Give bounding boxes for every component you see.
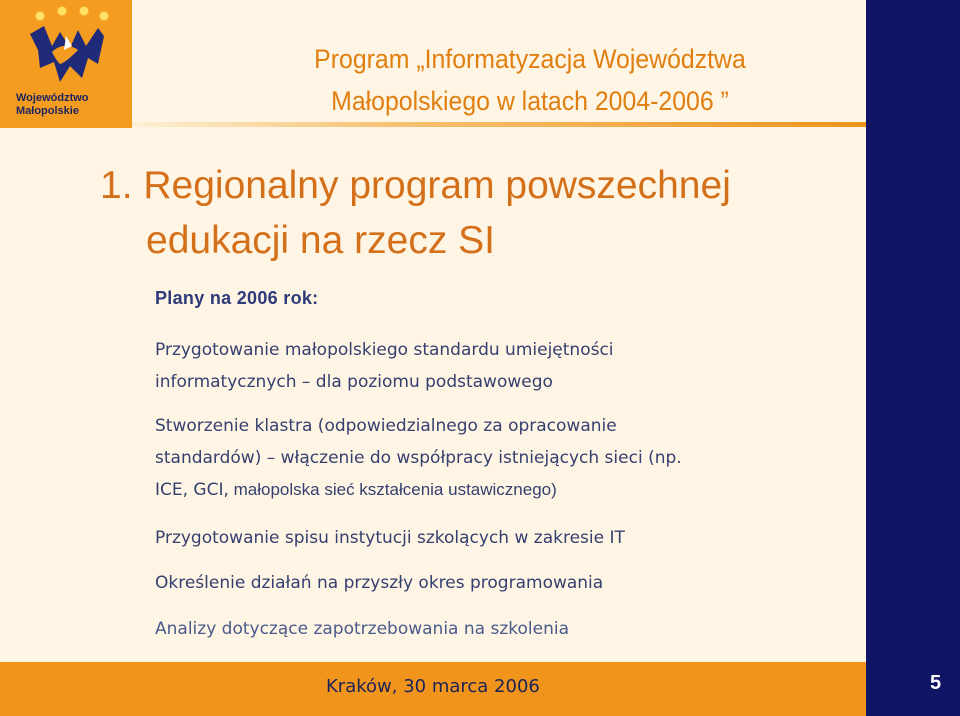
list-item-2-line-3-tail: małopolska sieć kształcenia ustawicznego) [228, 480, 557, 499]
list-item-2-line-2: standardów) – włączenie do współpracy istniejących sieci (np. [155, 448, 682, 468]
logo-text [16, 92, 126, 118]
page-number: 5 [930, 672, 942, 694]
list-item-3: Przygotowanie spisu instytucji szkolących w zakresie IT [155, 528, 625, 548]
page-number-box [866, 662, 960, 716]
footer-date: Kraków, 30 marca 2006 [326, 676, 540, 697]
list-item-4: Określenie działań na przyszły okres programowania [155, 573, 604, 593]
header-divider [132, 122, 866, 127]
logo-line-1: Województwo [16, 92, 89, 104]
malopolska-emblem-icon [26, 6, 110, 90]
logo [0, 0, 132, 128]
list-item-5: Analizy dotyczące zapotrzebowania na szkolenia [155, 619, 569, 639]
slide-title-line-1: 1. Regionalny program powszechnej [100, 164, 731, 207]
list-item-1-line-2: informatycznych – dla poziomu podstawowego [155, 372, 553, 392]
list-item-2-line-1: Stworzenie klastra (odpowiedzialnego za opracowanie [155, 416, 617, 436]
section-heading: Plany na 2006 rok: [155, 288, 319, 308]
slide-title-line-2: edukacji na rzecz SI [146, 219, 496, 262]
logo-line-2: Małopolskie [16, 105, 79, 117]
list-item-2-line-3-start: ICE, GCI, [155, 480, 229, 500]
slide-title [100, 158, 840, 268]
list-item-1 [155, 334, 614, 398]
list-item-2 [155, 410, 682, 506]
right-navy-band [866, 0, 960, 716]
list-item-2-line-3 [155, 474, 682, 506]
header-line-2: Małopolskiego w latach 2004-2006 ” [331, 86, 729, 116]
header-line-1: Program „Informatyzacja Województwa [314, 44, 746, 74]
list-item-1-line-1: Przygotowanie małopolskiego standardu umiejętności [155, 340, 614, 360]
header-title [226, 38, 833, 122]
